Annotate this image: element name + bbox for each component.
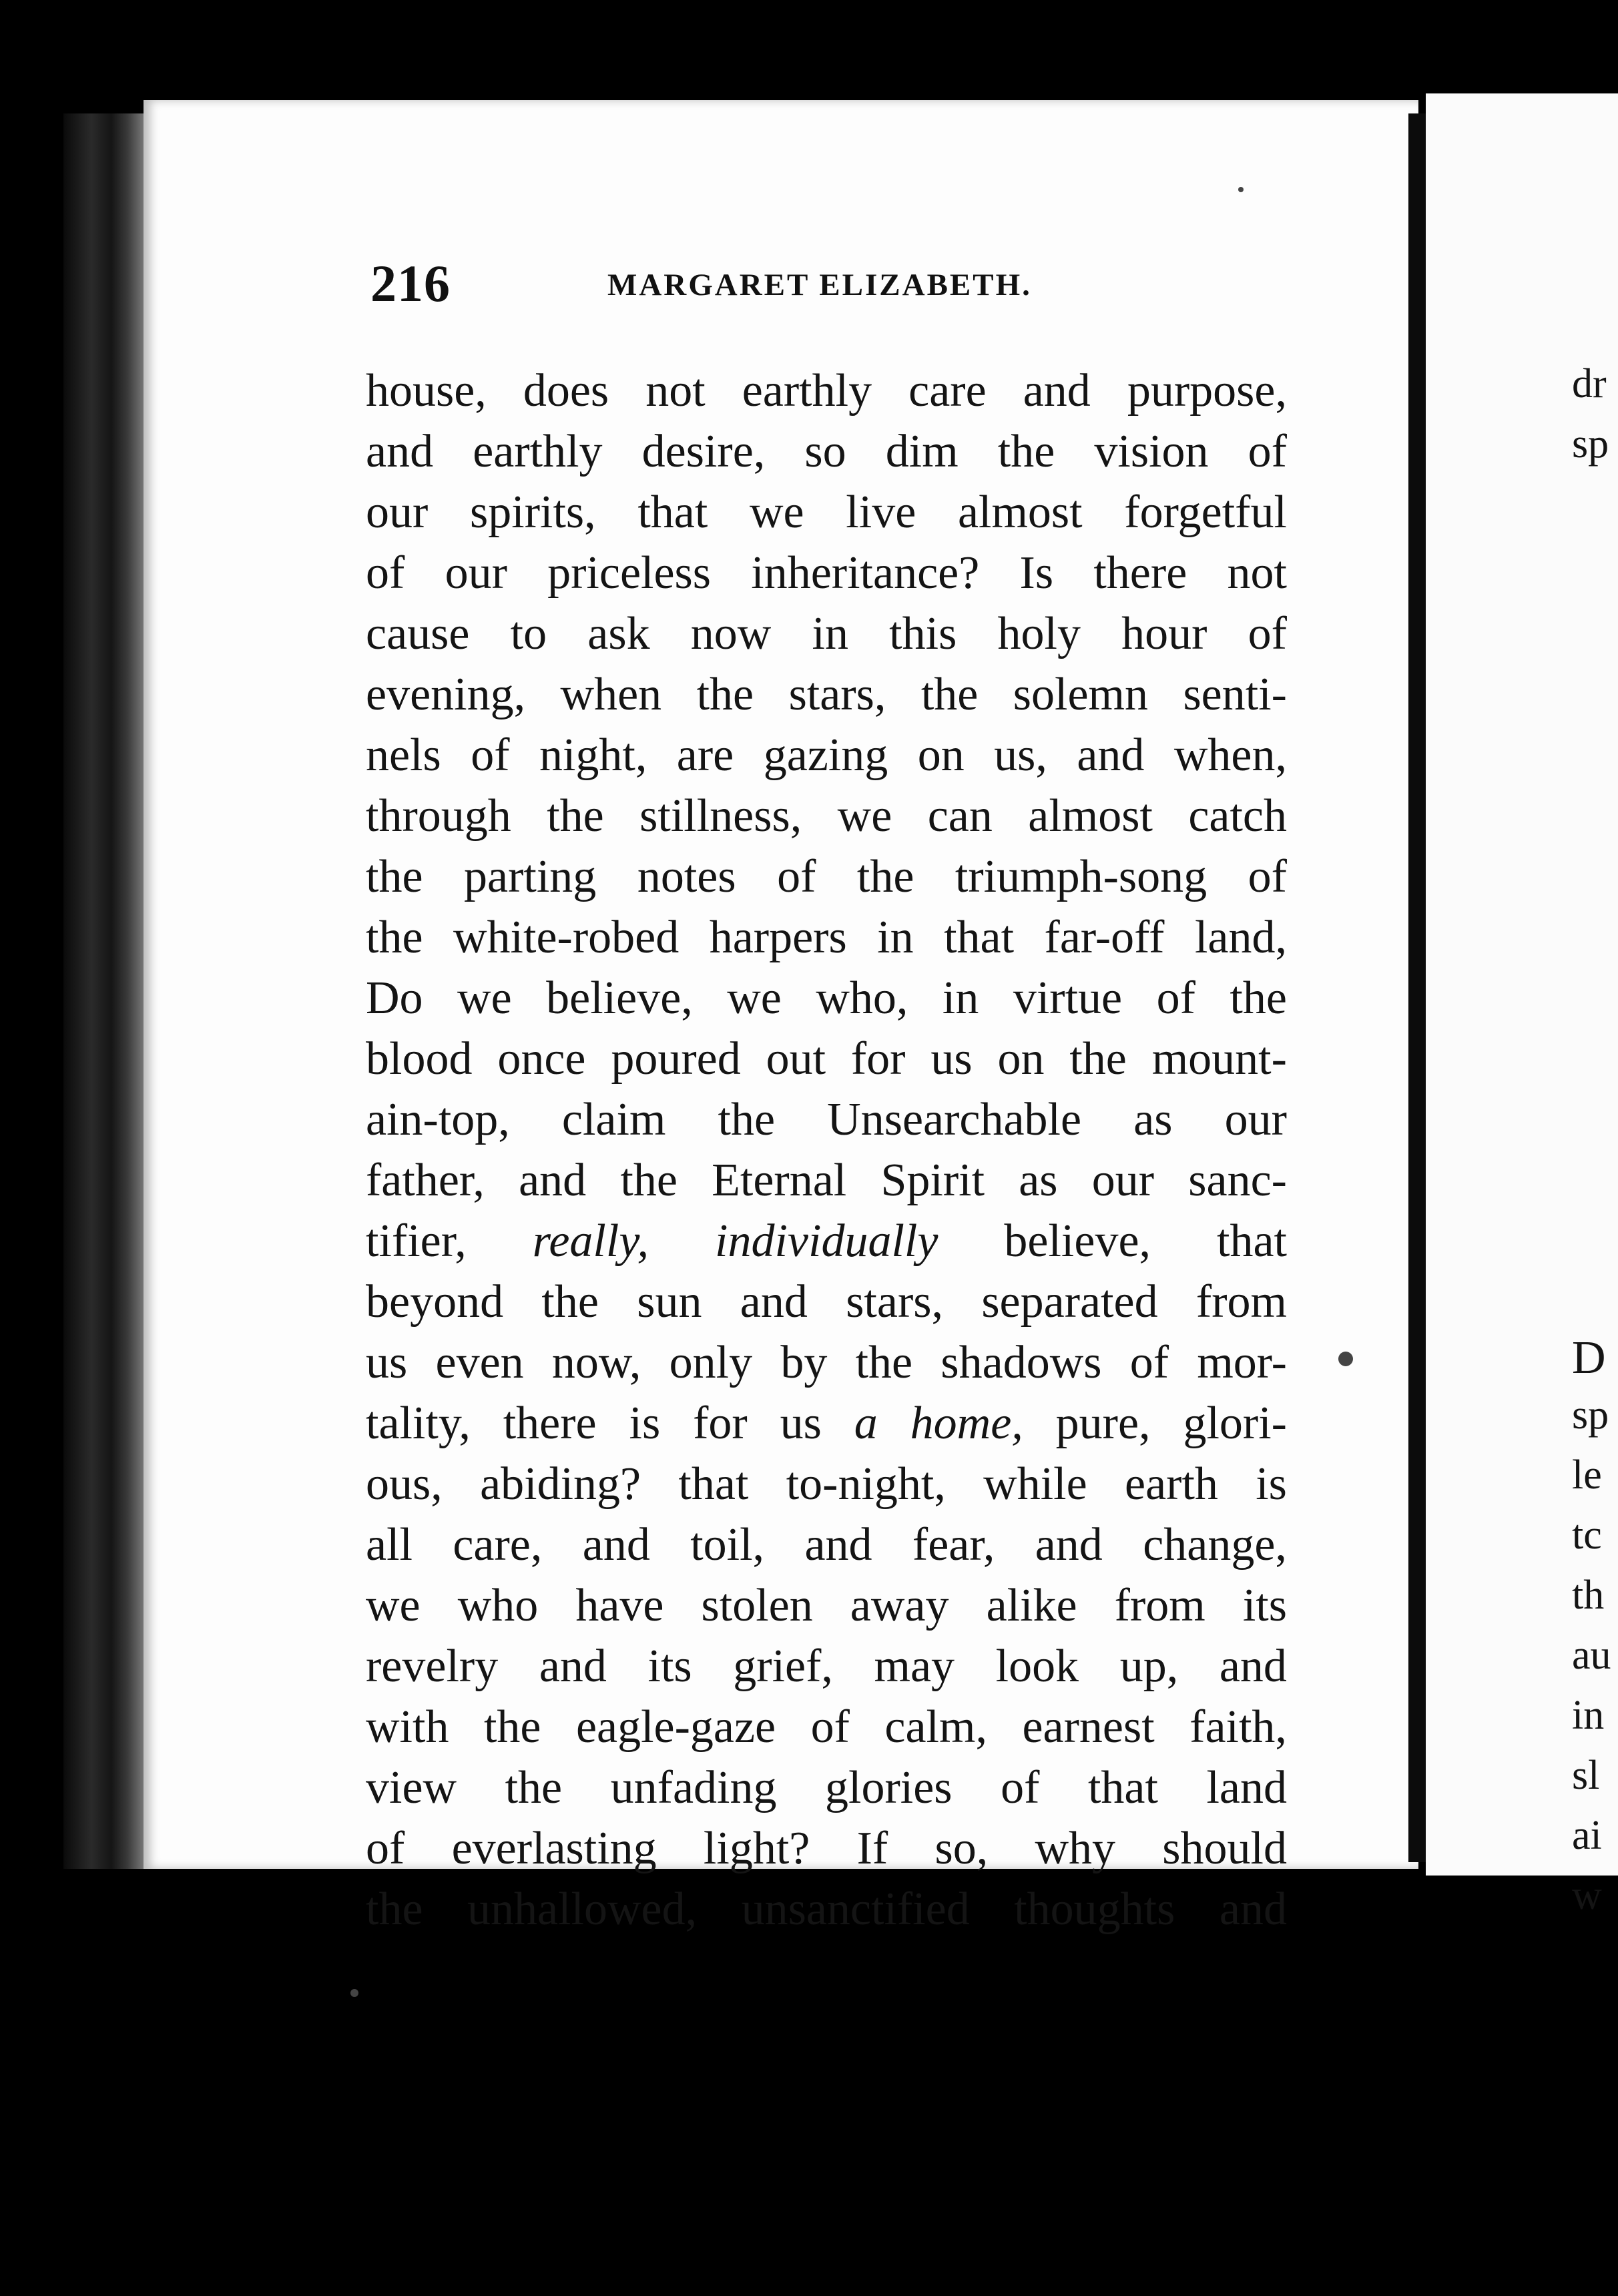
scan-speck	[1238, 187, 1244, 192]
word: care	[908, 365, 987, 416]
word: beyond	[366, 1276, 504, 1328]
text-line	[366, 846, 1287, 907]
word: stars,	[788, 669, 886, 720]
word: why	[1035, 1823, 1116, 1874]
word: cause	[366, 608, 470, 659]
word: and	[366, 426, 434, 477]
word: and	[519, 1155, 587, 1206]
word: may	[874, 1641, 955, 1692]
word: the	[483, 1701, 541, 1753]
word: our	[445, 547, 507, 599]
word: care,	[453, 1519, 543, 1570]
word: gazing	[763, 730, 888, 781]
word: claim	[561, 1094, 666, 1145]
word: land	[1206, 1762, 1287, 1813]
word: there	[503, 1398, 597, 1449]
word: while	[983, 1458, 1087, 1510]
word: unsanctified	[741, 1884, 970, 1935]
word: of	[366, 1823, 405, 1874]
facing-fragment: w	[1572, 1873, 1602, 1918]
word: earthly	[473, 426, 603, 477]
text-line	[366, 421, 1287, 482]
word: of	[1156, 972, 1195, 1024]
word: Is	[1019, 547, 1054, 599]
word: faith,	[1189, 1701, 1287, 1753]
word: who	[457, 1580, 539, 1631]
word: that	[1087, 1762, 1158, 1813]
word: alike	[986, 1580, 1077, 1631]
word: blood	[366, 1033, 473, 1085]
word: all	[366, 1519, 413, 1570]
word: parting	[464, 851, 597, 902]
word: of	[1248, 608, 1287, 659]
word: unfading	[610, 1762, 777, 1813]
word: poured	[611, 1033, 741, 1085]
word: the	[1230, 972, 1287, 1024]
word: eagle-gaze	[575, 1701, 776, 1753]
word: of	[810, 1701, 850, 1753]
facing-fragment: sl	[1572, 1753, 1600, 1798]
word: we	[727, 972, 782, 1024]
word: us,	[994, 730, 1047, 781]
word: by	[780, 1337, 828, 1388]
word: the	[856, 851, 914, 902]
word: so	[804, 426, 846, 477]
word: almost	[1028, 790, 1153, 842]
word: to	[510, 608, 547, 659]
book-binding-edge	[63, 113, 144, 1869]
word: catch	[1188, 790, 1287, 842]
word: the	[1069, 1033, 1127, 1085]
word: notes	[637, 851, 736, 902]
text-line	[366, 1514, 1287, 1575]
word: solemn	[1013, 669, 1148, 720]
facing-fragment: au	[1572, 1633, 1611, 1678]
page-gutter	[1408, 113, 1426, 1862]
text-line	[366, 1757, 1287, 1818]
text-line	[366, 725, 1287, 786]
word: grief,	[733, 1641, 833, 1692]
word: light?	[703, 1823, 810, 1874]
word: and	[539, 1641, 607, 1692]
word: a	[854, 1398, 878, 1449]
word: change,	[1143, 1519, 1287, 1570]
word: when	[560, 669, 662, 720]
word: stolen	[701, 1580, 813, 1631]
word: believe,	[546, 972, 693, 1024]
word: look	[995, 1641, 1079, 1692]
word: glories	[825, 1762, 953, 1813]
word: earnest	[1022, 1701, 1155, 1753]
word: up,	[1119, 1641, 1179, 1692]
word: fear,	[912, 1519, 995, 1570]
word: we	[366, 1580, 421, 1631]
running-title: MARGARET ELIZABETH.	[607, 268, 1032, 302]
facing-fragment: le	[1572, 1452, 1602, 1498]
facing-fragment: D	[1572, 1332, 1606, 1384]
word: desire,	[641, 426, 766, 477]
word: shadows	[940, 1337, 1102, 1388]
word: the	[855, 1337, 913, 1388]
text-line	[366, 1029, 1287, 1089]
word: to-night,	[786, 1458, 946, 1510]
word: in	[877, 912, 914, 963]
word: Do	[366, 972, 423, 1024]
text-line	[366, 664, 1287, 725]
word: house,	[366, 365, 487, 416]
word: the	[366, 1884, 423, 1935]
word: pure,	[1055, 1398, 1151, 1449]
word: we	[749, 487, 804, 538]
word: the	[620, 1155, 678, 1206]
word: are	[676, 730, 734, 781]
word: mount-	[1151, 1033, 1287, 1085]
word: believe,	[1004, 1215, 1151, 1267]
word: the	[547, 790, 604, 842]
word: earth	[1125, 1458, 1218, 1510]
facing-fragment: sp	[1572, 421, 1609, 467]
word: of	[777, 851, 816, 902]
word: away	[850, 1580, 949, 1631]
word: home,	[910, 1398, 1023, 1449]
word: night,	[539, 730, 647, 781]
word: we	[457, 972, 512, 1024]
word: If	[856, 1823, 888, 1874]
word: view	[366, 1762, 457, 1813]
word: the	[696, 669, 754, 720]
word: our	[366, 487, 429, 538]
facing-fragment: ai	[1572, 1813, 1602, 1858]
word: individually	[715, 1215, 938, 1267]
text-line	[366, 1271, 1287, 1332]
word: that	[678, 1458, 749, 1510]
word: this	[889, 608, 957, 659]
word: not	[1227, 547, 1287, 599]
text-line	[366, 1089, 1287, 1150]
word: that	[1217, 1215, 1287, 1267]
word: earthly	[742, 365, 872, 416]
text-line	[366, 1211, 1287, 1271]
text-line	[366, 482, 1287, 543]
word: unhallowed,	[467, 1884, 698, 1935]
word: ask	[587, 608, 650, 659]
word: not	[645, 365, 706, 416]
word: with	[366, 1701, 449, 1753]
word: so,	[934, 1823, 989, 1874]
word: father,	[366, 1155, 485, 1206]
facing-fragment: tc	[1572, 1512, 1602, 1558]
word: ous,	[366, 1458, 443, 1510]
word: sun	[637, 1276, 702, 1328]
word: from	[1195, 1276, 1287, 1328]
word: us	[366, 1337, 408, 1388]
word: glori-	[1183, 1398, 1287, 1449]
word: forgetful	[1124, 487, 1287, 538]
word: land,	[1194, 912, 1287, 963]
word: can	[927, 790, 993, 842]
word: mor-	[1197, 1337, 1287, 1388]
word: sanc-	[1188, 1155, 1287, 1206]
scan-speck	[350, 1989, 358, 1997]
word: really,	[532, 1215, 649, 1267]
text-line	[366, 1818, 1287, 1879]
word: and	[582, 1519, 650, 1570]
text-line	[366, 968, 1287, 1029]
facing-fragment: in	[1572, 1693, 1605, 1738]
word: evening,	[366, 669, 526, 720]
word: should	[1162, 1823, 1287, 1874]
text-line	[366, 360, 1287, 421]
word: and	[804, 1519, 872, 1570]
word: we	[837, 790, 892, 842]
page-number: 216	[370, 254, 451, 312]
word: tality,	[366, 1398, 471, 1449]
text-line	[366, 1332, 1287, 1393]
word: senti-	[1183, 669, 1287, 720]
word: for	[850, 1033, 906, 1085]
word: there	[1093, 547, 1187, 599]
word: white-robed	[453, 912, 680, 963]
word: only	[669, 1337, 753, 1388]
word: the	[541, 1276, 599, 1328]
facing-fragment: th	[1572, 1572, 1605, 1618]
text-line	[366, 1697, 1287, 1757]
word: toil,	[690, 1519, 765, 1570]
word: that	[637, 487, 708, 538]
word: and	[1219, 1641, 1287, 1692]
word: inheritance?	[751, 547, 980, 599]
word: now,	[551, 1337, 641, 1388]
word: live	[846, 487, 916, 538]
word: does	[523, 365, 609, 416]
word: revelry	[366, 1641, 499, 1692]
word: almost	[957, 487, 1083, 538]
word: of	[1248, 851, 1287, 902]
word: now	[690, 608, 772, 659]
word: triumph-song	[955, 851, 1207, 902]
word: far-off	[1044, 912, 1165, 963]
word: nels	[366, 730, 441, 781]
facing-fragment: sp	[1572, 1392, 1609, 1438]
text-line	[366, 1393, 1287, 1454]
word: even	[435, 1337, 524, 1388]
facing-fragment: dr	[1572, 361, 1607, 406]
text-line	[366, 543, 1287, 603]
word: the	[997, 426, 1055, 477]
text-line	[366, 907, 1287, 968]
word: when,	[1173, 730, 1287, 781]
word: its	[647, 1641, 692, 1692]
word: spirits,	[470, 487, 596, 538]
word: of	[471, 730, 510, 781]
word: its	[1242, 1580, 1287, 1631]
word: out	[766, 1033, 826, 1085]
word: is	[1256, 1458, 1287, 1510]
text-line	[366, 1454, 1287, 1514]
word: Spirit	[880, 1155, 985, 1206]
word: Eternal	[712, 1155, 847, 1206]
word: through	[366, 790, 511, 842]
word: us	[930, 1033, 973, 1085]
word: the	[718, 1094, 776, 1145]
word: purpose,	[1127, 365, 1287, 416]
text-line	[366, 1150, 1287, 1211]
text-line	[366, 1575, 1287, 1636]
word: and	[740, 1276, 808, 1328]
word: as	[1019, 1155, 1058, 1206]
word: on	[917, 730, 965, 781]
word: holy	[997, 608, 1081, 659]
word: as	[1133, 1094, 1173, 1145]
body-text	[366, 360, 1287, 1940]
word: our	[1224, 1094, 1287, 1145]
word: thoughts	[1014, 1884, 1175, 1935]
word: stars,	[846, 1276, 943, 1328]
word: tifier,	[366, 1215, 467, 1267]
word: everlasting	[451, 1823, 657, 1874]
word: from	[1114, 1580, 1205, 1631]
word: the	[366, 851, 423, 902]
word: that	[944, 912, 1015, 963]
word: of	[1248, 426, 1287, 477]
word: stillness,	[639, 790, 802, 842]
word: of	[1129, 1337, 1169, 1388]
word: once	[497, 1033, 586, 1085]
word: for	[693, 1398, 748, 1449]
word: our	[1091, 1155, 1155, 1206]
word: us	[780, 1398, 822, 1449]
word: on	[997, 1033, 1045, 1085]
word: Unsearchable	[827, 1094, 1082, 1145]
word: and	[1023, 365, 1091, 416]
word: priceless	[547, 547, 712, 599]
word: who,	[816, 972, 908, 1024]
word: in	[812, 608, 848, 659]
text-line	[366, 786, 1287, 846]
scan-speck	[1338, 1352, 1353, 1366]
word: dim	[885, 426, 959, 477]
word: the	[920, 669, 979, 720]
word: and	[1035, 1519, 1103, 1570]
text-line	[366, 1636, 1287, 1697]
word: of	[1001, 1762, 1040, 1813]
word: abiding?	[480, 1458, 641, 1510]
word: the	[505, 1762, 563, 1813]
word: the	[366, 912, 423, 963]
word: hour	[1121, 608, 1207, 659]
word: of	[366, 547, 405, 599]
running-head	[370, 254, 1352, 314]
word: and	[1077, 730, 1145, 781]
word: ain-top,	[366, 1094, 510, 1145]
word: vision	[1094, 426, 1209, 477]
word: in	[942, 972, 979, 1024]
word: and	[1219, 1884, 1287, 1935]
text-line	[366, 1879, 1287, 1940]
word: calm,	[884, 1701, 987, 1753]
word: virtue	[1013, 972, 1123, 1024]
word: is	[629, 1398, 661, 1449]
word: separated	[981, 1276, 1158, 1328]
text-line	[366, 603, 1287, 664]
word: have	[575, 1580, 664, 1631]
word: harpers	[709, 912, 847, 963]
